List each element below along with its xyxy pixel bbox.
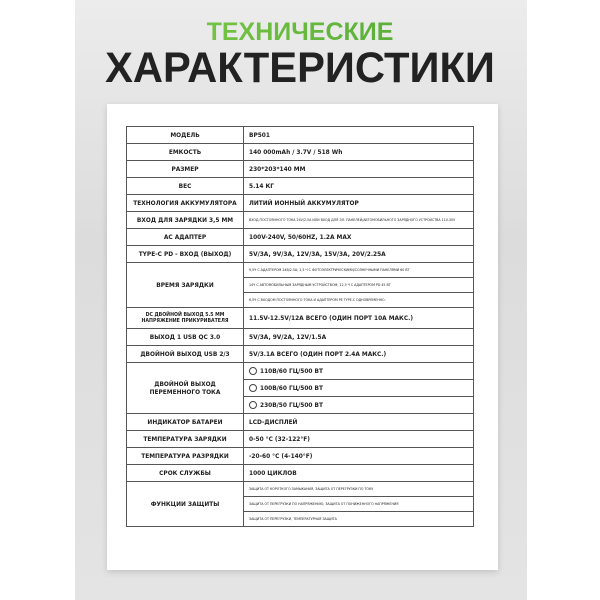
row-label: РАЗМЕР [127,161,244,178]
value-text: 110В/60 ГЦ/500 ВТ [260,367,323,375]
row-value: 230*203*140 ММ [244,161,474,178]
row-value [244,380,474,397]
row-value: 11.5V-12.5V/12A ВСЕГО (ОДИН ПОРТ 10A МАКС.) [244,308,474,329]
table-row [127,329,474,346]
table-row [127,144,474,161]
value-text: 6,5Ч С ВХОДОМ ПОСТОЯННОГО ТОКА И АДАПТЕРОМ PE TYPE-C ОДНОВРЕМЕННО. [249,298,386,302]
row-label: ИНДИКАТОР БАТАРЕИ [127,414,244,431]
row-label: TYPE-C PD - ВХОД (ВЫХОД) [127,246,244,263]
row-value: BP501 [244,127,474,144]
table-row [127,195,474,212]
value-text: ЗАЩИТА ОТ ПЕРЕГРУЗКИ ПО НАПРЯЖЕНИЮ, ЗАЩИТА ОТ ПОНИЖЕННОГО НАПРЯЖЕНИЯ [249,502,399,506]
table-row [127,246,474,263]
row-value: ВХОД ПОСТОЯННОГО ТОКА 24V/2.5A ИЛИ ВХОД ДЛЯ ЭЛ. ПАНЕЛЕЙ/АВТОМОБИЛЬНОГО ЗАРЯДНОГО УСТРОЙСТВА 11V-30V [244,212,474,229]
row-value [244,397,474,414]
row-value [244,293,474,308]
value-text: 9,5Ч С АДАПТЕРОМ 24В/2.5А; 1,5 Ч С ФОТОЭЛЕКТРИЧЕСКИМИ/СОЛНЕЧНЫМИ ПАНЕЛЯМИ 60 ВТ [249,268,410,272]
table-row [127,431,474,448]
row-value: 5.14 КГ [244,178,474,195]
table-row [127,448,474,465]
table-row [127,178,474,195]
row-value: -20-60 °C (4-140°F) [244,448,474,465]
row-label: ДВОЙНОЙ ВЫХОД USB 2/3 [127,346,244,363]
row-label: ВРЕМЯ ЗАРЯДКИ [127,263,244,308]
radio-circle-icon [249,367,257,375]
row-value: ЛИТИЙ ИОННЫЙ АККУМУЛЯТОР [244,195,474,212]
row-value [244,278,474,293]
row-value: 0-50 °C (32-122°F) [244,431,474,448]
row-label: СРОК СЛУЖБЫ [127,465,244,482]
row-label: ДВОЙНОЙ ВЫХОД ПЕРЕМЕННОГО ТОКА [127,363,244,414]
row-value [244,363,474,380]
table-row [127,308,474,329]
table-row [127,127,474,144]
row-label: ВХОД ДЛЯ ЗАРЯДКИ 3,5 ММ [127,212,244,229]
row-value: 100V-240V, 50/60HZ, 1.2A MAX [244,229,474,246]
row-label: ЕМКОСТЬ [127,144,244,161]
table-row [127,363,474,380]
value-text: 100В/60 ГЦ/500 ВТ [260,384,323,392]
title-line2: ХАРАКТЕРИСТИКИ [105,44,495,92]
value-text: 14Ч С АВТОМОБИЛЬНЫМ ЗАРЯДНЫМ УСТРОЙСТВОМ; 12,5 Ч С АДАПТЕРОМ PD 45 ВТ [249,283,391,287]
row-label: МОДЕЛЬ [127,127,244,144]
row-value [244,482,474,497]
value-text: ЗАЩИТА ОТ КОРОТКОГО ЗАМЫКАНИЯ, ЗАЩИТА ОТ ПЕРЕГРУЗКИ ПО ТОКУ [249,487,374,491]
row-value: 140 000mAh / 3.7V / 518 Wh [244,144,474,161]
row-label: AC АДАПТЕР [127,229,244,246]
row-value [244,263,474,278]
table-row [127,414,474,431]
table-row [127,161,474,178]
row-label: ВЕС [127,178,244,195]
table-row [127,465,474,482]
row-value [244,497,474,512]
table-row [127,229,474,246]
row-value [244,512,474,527]
row-value: LCD-ДИСПЛЕЙ [244,414,474,431]
radio-circle-icon [249,401,257,409]
title-line1: ТЕХНИЧЕСКИЕ [0,18,600,47]
row-value: 5V/3.1A ВСЕГО (ОДИН ПОРТ 2.4A МАКС.) [244,346,474,363]
row-value: 1000 ЦИКЛОВ [244,465,474,482]
radio-circle-icon [249,384,257,392]
spec-table [126,126,474,527]
table-row [127,346,474,363]
row-value: 5V/3A, 9V/3A, 12V/3A, 15V/3A, 20V/2.25A [244,246,474,263]
row-label: ФУНКЦИИ ЗАЩИТЫ [127,482,244,527]
table-row [127,212,474,229]
value-text: ЗАЩИТА ОТ ПЕРЕГРУЗКИ, ТЕМПЕРАТУРНАЯ ЗАЩИТА [249,517,337,521]
value-text: 230В/50 ГЦ/500 ВТ [260,401,323,409]
row-label: ТЕХНОЛОГИЯ АККУМУЛЯТОРА [127,195,244,212]
row-label: ТЕМПЕРАТУРА ЗАРЯДКИ [127,431,244,448]
row-label: DC ДВОЙНОЙ ВЫХОД 5.5 ММ НАПРЯЖЕНИЕ ПРИКУРИВАТЕЛЯ [127,308,244,329]
table-row [127,482,474,497]
row-label: ТЕМПЕРАТУРА РАЗРЯДКИ [127,448,244,465]
row-label: ВЫХОД 1 USB QC 3.0 [127,329,244,346]
row-value: 5V/3A, 9V/2A, 12V/1.5A [244,329,474,346]
table-row [127,263,474,278]
